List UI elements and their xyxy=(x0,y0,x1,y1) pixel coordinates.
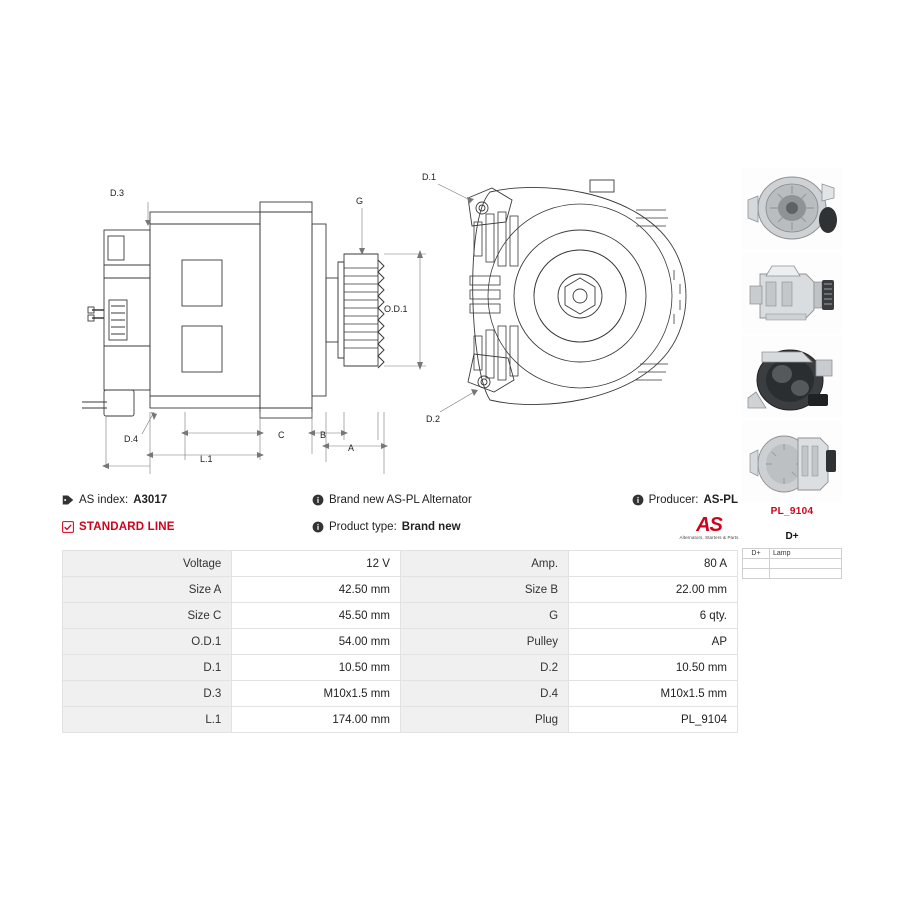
dplus-key-empty xyxy=(743,559,770,569)
product-photo-angle[interactable] xyxy=(742,420,842,502)
label-l1: L.1 xyxy=(200,454,213,464)
plug-code-label: PL_9104 xyxy=(770,506,814,517)
spec-value: 45.50 mm xyxy=(232,603,401,629)
spec-label: Size C xyxy=(63,603,232,629)
standard-line-label: STANDARD LINE xyxy=(79,521,175,533)
label-d3: D.3 xyxy=(110,188,125,198)
spec-value-2: 80 A xyxy=(569,551,738,577)
label-d1: D.1 xyxy=(422,172,437,182)
product-type-value: Brand new xyxy=(401,521,461,533)
dplus-row-1 xyxy=(743,549,842,559)
table-row xyxy=(63,603,738,629)
spec-value: 42.50 mm xyxy=(232,577,401,603)
dplus-heading: D+ xyxy=(785,531,799,542)
label-d4: D.4 xyxy=(124,434,139,444)
product-photo-rear[interactable] xyxy=(742,336,842,418)
label-od1: O.D.1 xyxy=(384,304,408,314)
spec-label: Voltage xyxy=(63,551,232,577)
dplus-table xyxy=(742,548,842,579)
info-icon-product-type xyxy=(312,521,324,533)
table-row xyxy=(63,681,738,707)
as-index-label: AS index: xyxy=(79,494,129,506)
spec-label: D.1 xyxy=(63,655,232,681)
spec-value: 174.00 mm xyxy=(232,707,401,733)
spec-label-2: Pulley xyxy=(400,629,568,655)
product-photo-side[interactable] xyxy=(742,252,842,334)
product-photo-front[interactable] xyxy=(742,168,842,250)
producer-label: Producer: xyxy=(648,494,699,506)
table-row xyxy=(63,551,738,577)
brand-new-cell xyxy=(312,494,472,506)
product-type-label: Product type: xyxy=(329,521,397,533)
dplus-value-empty-2 xyxy=(770,569,842,579)
as-index-value: A3017 xyxy=(133,494,168,506)
dplus-key-empty-2 xyxy=(743,569,770,579)
spec-value: M10x1.5 mm xyxy=(232,681,401,707)
standard-line-cell xyxy=(62,521,175,533)
aspl-logo-mark: AS xyxy=(696,514,722,536)
info-icon xyxy=(312,494,324,506)
spec-label: L.1 xyxy=(63,707,232,733)
spec-value-2: 10.50 mm xyxy=(569,655,738,681)
technical-drawing xyxy=(62,150,738,480)
as-index-cell xyxy=(62,494,167,506)
specification-table-body xyxy=(63,551,738,733)
label-b: B xyxy=(320,430,327,440)
spec-label-2: D.4 xyxy=(400,681,568,707)
label-c: C xyxy=(278,430,285,440)
dplus-key: D+ xyxy=(743,549,770,559)
spec-value: 54.00 mm xyxy=(232,629,401,655)
specification-table xyxy=(62,550,738,733)
product-photo-strip xyxy=(742,168,842,579)
spec-value: 12 V xyxy=(232,551,401,577)
spec-value-2: 22.00 mm xyxy=(569,577,738,603)
tag-icon xyxy=(62,494,74,506)
table-row xyxy=(63,629,738,655)
table-row xyxy=(63,577,738,603)
spec-label: Size A xyxy=(63,577,232,603)
brand-new-text: Brand new AS-PL Alternator xyxy=(329,494,472,506)
producer-cell xyxy=(632,494,738,506)
label-g: G xyxy=(356,196,364,206)
dplus-row-2 xyxy=(743,559,842,569)
aspl-logo xyxy=(676,516,742,540)
table-row xyxy=(63,655,738,681)
spec-value-2: PL_9104 xyxy=(569,707,738,733)
table-row xyxy=(63,707,738,733)
label-d2: D.2 xyxy=(426,414,441,424)
producer-value: AS-PL xyxy=(703,494,738,506)
spec-label-2: Plug xyxy=(400,707,568,733)
spec-label-2: G xyxy=(400,603,568,629)
spec-value-2: M10x1.5 mm xyxy=(569,681,738,707)
spec-label: O.D.1 xyxy=(63,629,232,655)
info-icon-producer xyxy=(632,494,644,506)
spec-label-2: Size B xyxy=(400,577,568,603)
spec-value-2: AP xyxy=(569,629,738,655)
product-type-cell xyxy=(312,521,461,533)
spec-label-2: D.2 xyxy=(400,655,568,681)
dplus-row-3 xyxy=(743,569,842,579)
dplus-value: Lamp xyxy=(770,549,842,559)
aspl-logo-tagline: Alternators, Starters & Parts xyxy=(679,535,739,540)
check-box-icon xyxy=(62,521,74,533)
dplus-value-empty xyxy=(770,559,842,569)
spec-label: D.3 xyxy=(63,681,232,707)
spec-value: 10.50 mm xyxy=(232,655,401,681)
spec-value-2: 6 qty. xyxy=(569,603,738,629)
spec-label-2: Amp. xyxy=(400,551,568,577)
label-a: A xyxy=(348,443,355,453)
